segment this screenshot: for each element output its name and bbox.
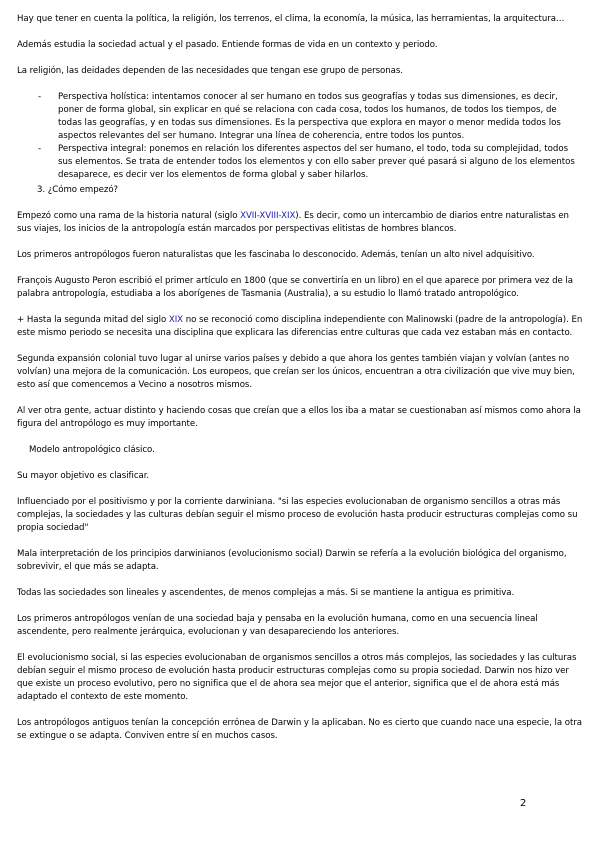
text-span: no se reconoció como disciplina independiente con Malinowski (padre de la antropología). En este mismo periodo se necesita una disciplina que explicara las diferencias entre culturas que cada vez estaban más en contacto. (17, 315, 583, 338)
paragraph: Los antropólogos antiguos tenían la concepción errónea de Darwin y la aplicaban. No es cierto que cuando nace una especie, la otra se extingue o se adapta. Conviven entre sí en muchos casos. (17, 718, 582, 741)
paragraph: Influenciado por el positivismo y por la corriente darwiniana. "si las especies evolucionaban de organismo sencillos a otras más complejas, la sociedades y las culturas debían seguir el mismo proceso de evolución hasta producir estructuras complejas como su propia sociedad" (17, 497, 578, 533)
paragraph (17, 314, 583, 340)
paragraph: François Augusto Peron escribió el primer artículo en 1800 (que se convertiría en un libro) en el que aparece por primera vez de la palabra antropología, estudiaba a los aborígenes de Tasmania (Australia), a su estudio lo llamó tratado antropológico. (17, 276, 573, 299)
paragraph: Hay que tener en cuenta la política, la religión, los terrenos, el clima, la economía, la música, las herramientas, la arquitectura… (17, 14, 565, 24)
paragraph: Los primeros antropólogos fueron naturalistas que les fascinaba lo desconocido. Además, tenían un alto nivel adquisitivo. (17, 250, 535, 260)
section-heading: 3. ¿Cómo empezó? (37, 185, 119, 195)
paragraph: Los primeros antropólogos venían de una sociedad baja y pensaba en la evolución humana, como en una secuencia lineal ascendente, pero realmente jerárquica, evolucionan y van desapareciendo los anteriores. (17, 614, 538, 637)
list-item (17, 143, 583, 182)
paragraph: La religión, las deidades dependen de las necesidades que tengan ese grupo de personas. (17, 66, 403, 76)
paragraph: Todas las sociedades son lineales y ascendentes, de menos complejas a más. Si se mantiene la antigua es primitiva. (17, 588, 515, 598)
bullet-dash: - (38, 144, 42, 154)
text-span: Empezó como una rama de la historia natural (siglo (17, 211, 241, 221)
paragraph: Segunda expansión colonial tuvo lugar al unirse varios países y debido a que ahora los gentes también viajan y volvían (antes no volvían) una mejora de la comunicación. Los europeos, que creían ser los únicos, encuentran a otra civilización que vive muy bien, esto así que comencemos a Vecino a nosotros mismos. (17, 354, 575, 390)
paragraph: Al ver otra gente, actuar distinto y haciendo cosas que creían que a ellos los iba a matar se cuestionaban así mismos como ahora la figura del antropólogo es muy importante. (17, 406, 581, 429)
bullet-list (17, 91, 583, 182)
subsection-heading: Modelo antropológico clásico. (29, 445, 155, 455)
text-span: + Hasta la segunda mitad del siglo (17, 315, 169, 325)
century-link[interactable]: XVII-XVIII-XIX (240, 211, 296, 221)
paragraph: El evolucionismo social, si las especies evolucionaban de organismos sencillos a otros más complejos, las sociedades y las culturas debían seguir el mismo proceso de evolución hasta producir estructuras complejas como su propia sociedad. Darwin nos hizo ver que existe un proceso evolutivo, pero no significa que el de ahora sea mejor que el anterior, significa que el de ahora está más adaptado el contexto de este momento. (17, 653, 577, 702)
list-item (17, 91, 583, 143)
page-content (17, 13, 583, 743)
paragraph: Mala interpretación de los principios darwinianos (evolucionismo social) Darwin se refería a la evolución biológica del organismo, sobrevivir, el que más se adapta. (17, 549, 567, 572)
list-item-text: Perspectiva holística: intentamos conocer al ser humano en todos sus geografías y todas sus dimensiones, es decir, poner de forma global, sin explicar en qué se relaciona con cada cosa, todos los humanos, de todos los tiempos, de todas las geografías, y en todas sus dimensiones. Es la perspectiva que explora en mayor o menor medida todos los aspectos relevantes del ser humano. Integrar una línea de coherencia, entre todos los puntos. (58, 92, 561, 141)
text-span: ). Es decir, como un intercambio de diarios entre naturalistas en sus viajes, los inicios de la antropología están marcados por perspectivas elitistas de hombres blancos. (17, 211, 569, 234)
page-number: 2 (520, 798, 527, 809)
paragraph: Su mayor objetivo es clasificar. (17, 471, 150, 481)
list-item-text: Perspectiva integral: ponemos en relación los diferentes aspectos del ser humano, el todo, toda su complejidad, todos sus elementos. Se trata de entender todos los elementos y con ello saber prever qué pasará si alguno de los elementos desaparece, es decir ver los elementos de forma global y saber hilarlos. (58, 144, 575, 180)
paragraph: Además estudia la sociedad actual y el pasado. Entiende formas de vida en un contexto y periodo. (17, 40, 438, 50)
century-link[interactable]: XIX (168, 315, 184, 325)
paragraph (17, 210, 583, 236)
bullet-dash: - (38, 92, 42, 102)
